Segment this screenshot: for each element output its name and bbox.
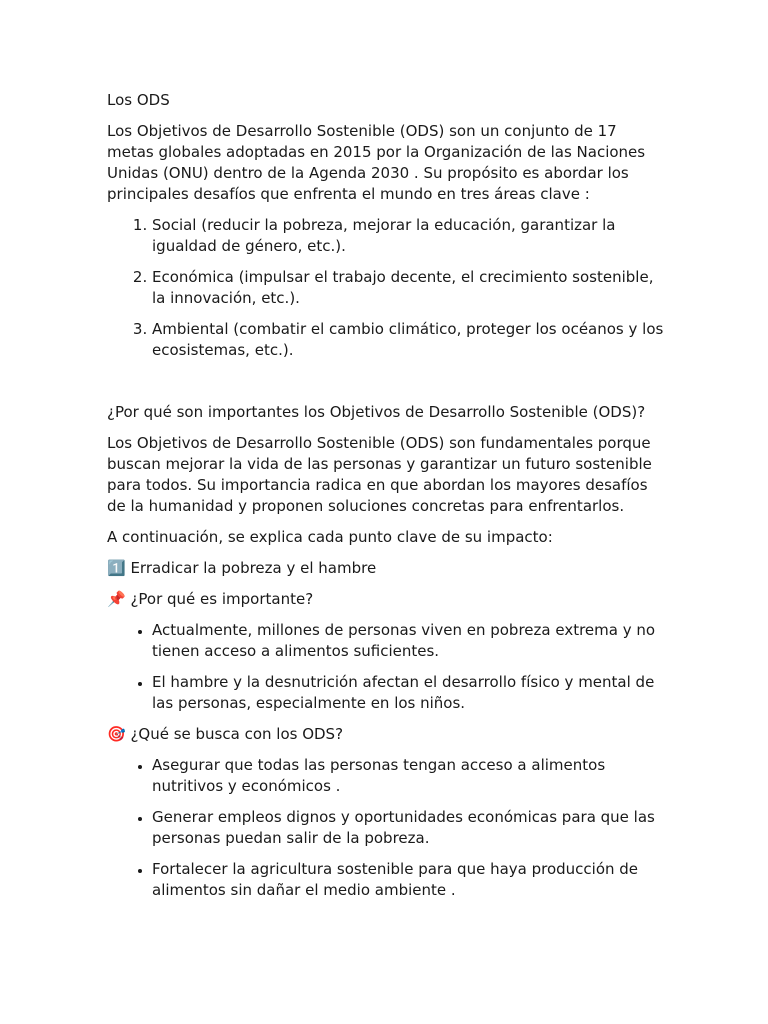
areas-list-item: 1. Social (reducir la pobreza, mejorar la educación, garantizar la igualdad de género, etc.). xyxy=(152,215,667,257)
continuation-paragraph: A continuación, se explica cada punto clave de su impacto: xyxy=(107,528,553,546)
why-important-heading: 📌 ¿Por qué es importante? xyxy=(107,590,314,608)
list-item: • Actualmente, millones de personas viven en pobreza extrema y no tienen acceso a alimentos suficientes. xyxy=(152,620,667,662)
blank-line xyxy=(107,371,667,402)
areas-list xyxy=(107,215,667,361)
list-item: • Generar empleos dignos y oportunidades económicas para que las personas puedan salir de la pobreza. xyxy=(152,807,667,849)
document-title: Los ODS xyxy=(107,91,170,109)
point1-heading: 1️⃣ Erradicar la pobreza y el hambre xyxy=(107,559,377,577)
why-important-list xyxy=(107,620,667,714)
list-item: • Fortalecer la agricultura sostenible para que haya producción de alimentos sin dañar el medio ambiente . xyxy=(152,859,667,901)
goal-list xyxy=(107,755,667,901)
document-page xyxy=(107,90,667,911)
areas-list-item: 2. Económica (impulsar el trabajo decente, el crecimiento sostenible, la innovación, etc.). xyxy=(152,267,667,309)
importance-paragraph: Los Objetivos de Desarrollo Sostenible (ODS) son fundamentales porque buscan mejorar la vida de las personas y garantizar un futuro sostenible para todos. Su importancia radica en que abordan los mayores desafíos de la humanidad y proponen soluciones concretas para enfrentarlos. xyxy=(107,434,652,515)
intro-paragraph: Los Objetivos de Desarrollo Sostenible (ODS) son un conjunto de 17 metas globales adoptadas en 2015 por la Organización de las Naciones Unidas (ONU) dentro de la Agenda 2030 . Su propósito es abordar los principales desafíos que enfrenta el mundo en tres áreas clave : xyxy=(107,122,646,203)
question-heading: ¿Por qué son importantes los Objetivos de Desarrollo Sostenible (ODS)? xyxy=(107,403,646,421)
goal-heading: 🎯 ¿Qué se busca con los ODS? xyxy=(107,725,344,743)
areas-list-item: 3. Ambiental (combatir el cambio climático, proteger los océanos y los ecosistemas, etc.). xyxy=(152,319,667,361)
list-item: • Asegurar que todas las personas tengan acceso a alimentos nutritivos y económicos . xyxy=(152,755,667,797)
list-item: • El hambre y la desnutrición afectan el desarrollo físico y mental de las personas, especialmente en los niños. xyxy=(152,672,667,714)
